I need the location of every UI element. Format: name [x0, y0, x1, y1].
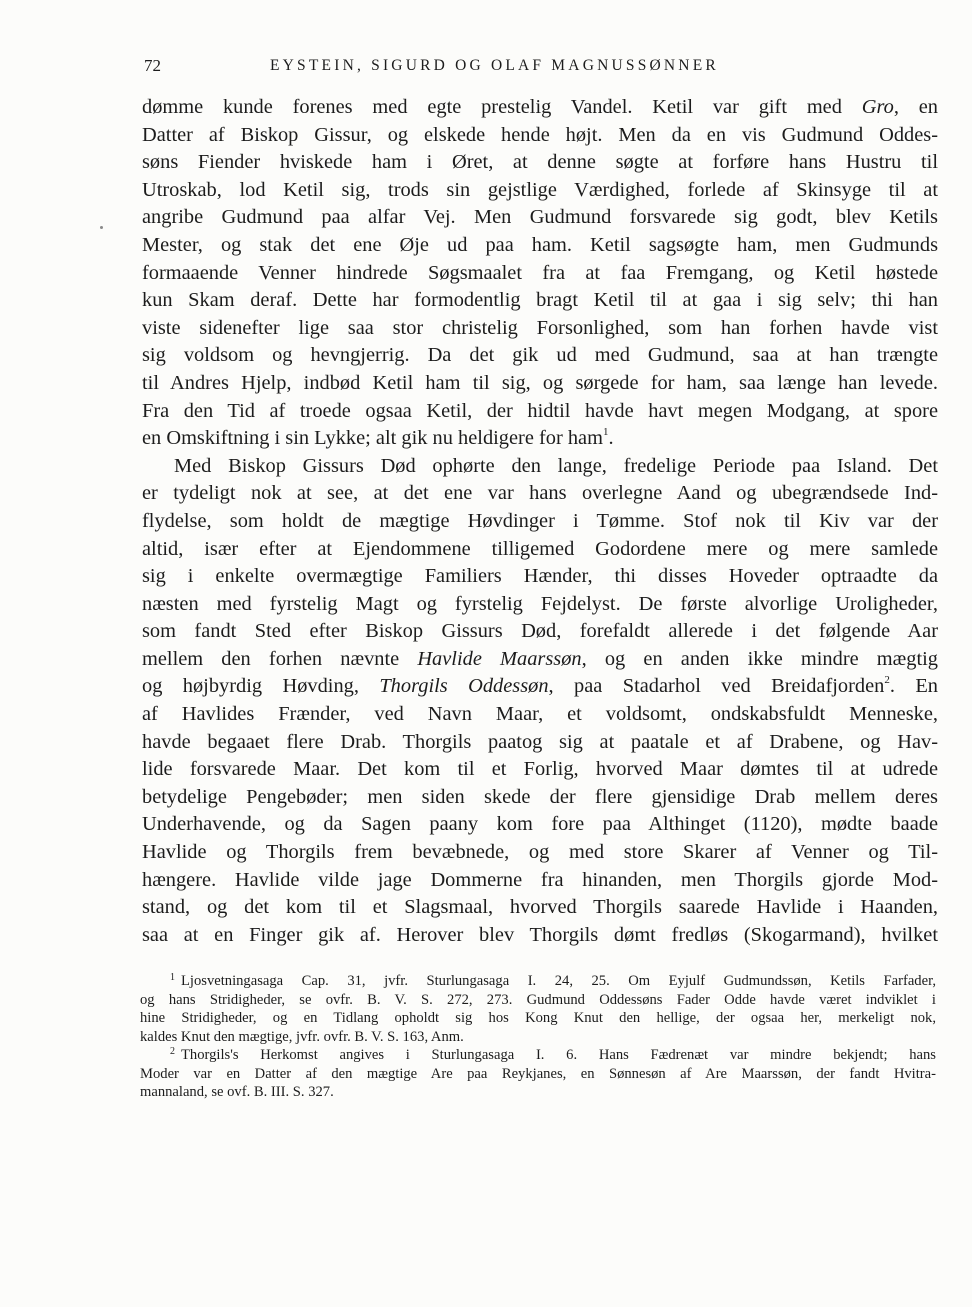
text-line: betydelige Pengebøder; men siden skede der flere gjensidige Drab mellem deres [142, 785, 938, 808]
text-line: næsten med fyrstelig Magt og fyrstelig Fejdelyst. De første alvorlige Uroligheder, [142, 592, 938, 615]
body-text [142, 94, 938, 949]
margin-mark [100, 226, 103, 229]
text-line: viste sidenefter lige saa stor christelig Forsonlighed, som han forhen havde vist [142, 316, 938, 339]
footnote-line: mannaland, se ovf. B. III. S. 327. [140, 1084, 334, 1100]
footnote-mark: 1 [170, 972, 175, 983]
text-line: lide forsvarede Maar. Det kom til et Forlig, hvorved Maar dømtes til at udrede [142, 758, 938, 781]
text-line: Mester, og stak det ene Øje ud paa ham. Ketil sagsøgte ham, men Gudmunds [142, 233, 938, 256]
footnote-line: Moder var en Datter af den mægtige Are paa Reykjanes, en Sønnesøn af Are Maarssøn, der fandt Hvitra- [140, 1065, 936, 1082]
text-line: hængere. Havlide vilde jage Dommerne fra hinanden, men Thorgils gjorde Mod- [142, 868, 938, 891]
text-line: Fra den Tid af troede ogsaa Ketil, der hidtil havde havt megen Modgang, at spore [142, 399, 938, 422]
text-line: søns Fiender hviskede ham i Øret, at denne søgte at forføre hans Hustru til [142, 151, 938, 174]
footnote-ref: 1 [602, 426, 609, 439]
text-line: som fandt Sted efter Biskop Gissurs Død, forefaldt allerede i det følgende Aar [142, 620, 938, 643]
footnote-line: $^1$ Ljosvetningasaga Cap. 31, jvfr. Sturlungasaga I. 24, 25. Om Eyjulf Gudmundssøn, Ketils Farfader, [170, 972, 936, 989]
text-line: sig voldsom og hevngjerrig. Da det gik ud med Gudmund, saa at han trængte [142, 344, 938, 367]
running-head: EYSTEIN, SIGURD OG OLAF MAGNUSSØNNER [270, 57, 719, 74]
text-line: angribe Gudmund paa alfar Vej. Men Gudmund forsvarede sig godt, blev Ketils [142, 206, 938, 229]
text-line: Havlide og Thorgils frem bevæbnede, og med store Skarer af Venner og Til- [142, 841, 938, 864]
footnote-line: $^2$ Thorgils's Herkomst angives i Sturlungasaga I. 6. Hans Fædrenæt var mindre bekjendt; hans [170, 1046, 936, 1063]
text-line: altid, især efter at Ejendommene tilligemed Godordene mere og mere samlede [142, 537, 938, 560]
footnote-line: kaldes Knut den mægtige, jvfr. ovfr. B. V. S. 163, Anm. [140, 1028, 464, 1045]
text-line: flydelse, som holdt de mægtige Høvdinger i Tømme. Stof nok til Kiv var der [142, 509, 938, 532]
text-line: stand, og det kom til et Slagsmaal, hvorved Thorgils saarede Havlide i Haanden, [142, 896, 938, 919]
text-line: Datter af Biskop Gissur, og elskede hende højt. Men da en vis Gudmund Oddes- [142, 123, 938, 146]
footnote-mark: 2 [170, 1046, 175, 1057]
footnotes [140, 972, 936, 1102]
footnote-line: og hans Stridigheder, se ovfr. B. V. S. 272, 273. Gudmund Oddessøns Fader Odde havde været indviklet i [140, 991, 936, 1008]
page-number: 72 [144, 56, 161, 75]
text-line: til Andres Hjelp, indbød Ketil ham til sig, og sørgede for ham, saa længe han levede. [142, 371, 938, 394]
footnote-ref: 2 [884, 674, 890, 687]
text-line: Underhavende, og da Sagen paany kom fore paa Althinget (1120), mødte baade [142, 813, 938, 836]
text-line: en Omskiftning i sin Lykke; alt gik nu heldigere for ham$^1$. [142, 426, 614, 450]
text-line: er tydeligt nok at see, at det ene var hans overlegne Aand og ubegrændsede Ind- [142, 482, 938, 505]
page-header [144, 56, 936, 82]
text-line: og højbyrdig Høvding, Thorgils Oddessøn, paa Stadarhol ved Breidafjorden$^2$. En [142, 674, 938, 698]
text-line: formaaende Venner hindrede Søgsmaalet fra at faa Fremgang, og Ketil høstede [142, 261, 938, 284]
text-line: mellem den forhen nævnte Havlide Maarssøn, og en anden ikke mindre mægtig [142, 647, 938, 670]
text-line: dømme kunde forenes med egte prestelig Vandel. Ketil var gift med Gro, en [142, 96, 938, 118]
text-line: havde begaaet flere Drab. Thorgils paatog sig at paatale et af Drabene, og Hav- [142, 730, 938, 753]
text-line: saa at en Finger gik af. Herover blev Thorgils dømt fredløs (Skogarmand), hvilket [142, 923, 938, 946]
text-line: sig i enkelte overmægtige Familiers Hænder, thi disses Hoveder optraadte da [142, 565, 938, 588]
text-line: af Havlides Frænder, ved Navn Maar, et voldsomt, ondskabsfuldt Menneske, [142, 703, 938, 726]
text-line: kun Skam deraf. Dette har formodentlig bragt Ketil til at gaa i sig selv; thi han [142, 289, 938, 312]
footnote-line: hine Stridigheder, og en Tidlang opholdt sig hos Kong Knut den hellige, der ogsaa her, merkeligt nok, [140, 1010, 936, 1026]
text-line: Utroskab, lod Ketil sig, trods sin gejstlige Værdighed, forlede af Skinsyge til at [142, 178, 938, 201]
text-line: Med Biskop Gissurs Død ophørte den lange, fredelige Periode paa Island. Det [174, 454, 938, 477]
